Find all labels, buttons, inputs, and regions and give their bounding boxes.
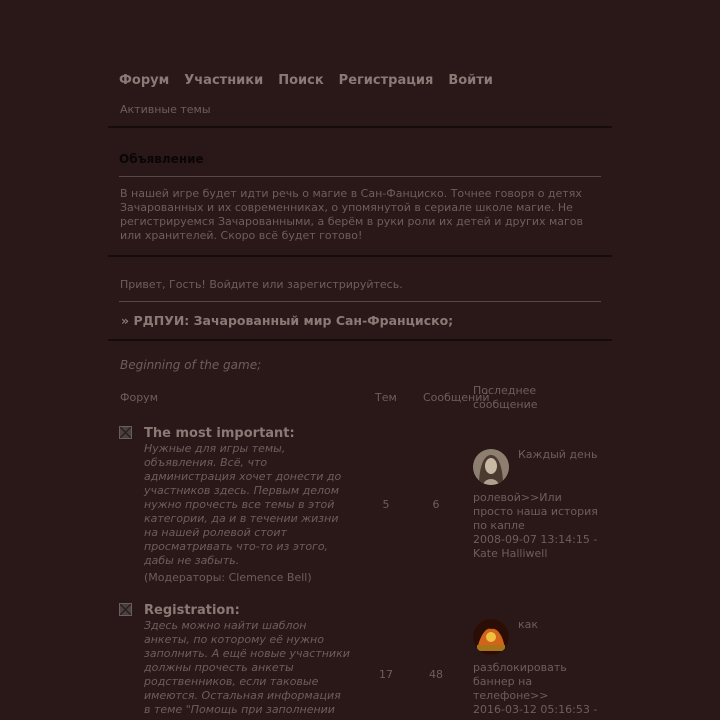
forum-description-line: Нужные для игры темы,: [144, 442, 286, 455]
forum-description-line: объявления. Всё, что: [144, 456, 268, 469]
column-header-last-post: [473, 384, 538, 412]
forum-description-line: дабы не забыть.: [144, 554, 240, 567]
nav-login-link[interactable]: Войти: [448, 73, 493, 88]
forum-description-line: имеются. Остальная информация: [144, 689, 341, 702]
forum-description-line: нужно прочесть все темы в этой: [144, 498, 335, 511]
forum-status-icon: [119, 603, 132, 616]
category-title: Beginning of the game;: [120, 358, 262, 372]
last-post-topic-line: разблокировать: [473, 661, 567, 674]
forum-description-line: категории, да и в течении жизни: [144, 512, 339, 525]
last-post-topic-link[interactable]: [473, 491, 603, 533]
forum-description-line: Здесь можно найти шаблон: [144, 619, 307, 632]
forum-posts-count: 48: [429, 668, 443, 681]
breadcrumb-board-link[interactable]: РДПУИ: Зачарованный мир Сан-Франциско;: [133, 313, 454, 328]
forum-description-line: должны прочесть анкеты: [144, 661, 294, 674]
announcement-text: В нашей игре будет идти речь о магие в Сан-Фанциско. Точнее говоря о детях Зачарованных и их современниках, о упомянутой в сериале школе магие. Не регистрируемся Зачарованными, а берём в руки роли их детей и других магов или хранителей. Скоро всё будет готово!: [120, 187, 584, 242]
forum-description-line: заполнить. А ещё новые участники: [144, 647, 350, 660]
announcement-title: Объявление: [119, 152, 204, 166]
forum-topics-count: 17: [379, 668, 393, 681]
last-post-author: Kate Halliwell: [473, 547, 548, 560]
moderator-link[interactable]: Clemence Bell: [228, 571, 308, 584]
forum-posts-count: 6: [432, 498, 440, 511]
column-header-last-post-line: сообщение: [473, 398, 538, 411]
last-post-avatar[interactable]: [473, 619, 509, 655]
guest-greeting: Привет, Гость! Войдите или зарегистрируйтесь.: [120, 278, 403, 291]
forum-moderators: [144, 571, 312, 584]
breadcrumb: [121, 313, 453, 328]
forum-title-link[interactable]: Registration:: [144, 603, 240, 618]
breadcrumb-prefix: »: [121, 313, 130, 328]
moderators-suffix: ): [307, 571, 312, 584]
last-post-topic-line: ролевой>>Или: [473, 491, 562, 504]
last-post-date: 2008-09-07 13:14:15 -: [473, 533, 598, 546]
active-topics-link[interactable]: Активные темы: [120, 103, 211, 116]
main-nav: [119, 73, 508, 88]
divider: [108, 255, 612, 257]
forum-description: [144, 442, 354, 568]
last-post-topic-link[interactable]: Каждый день: [518, 448, 598, 461]
divider: [108, 126, 612, 128]
last-post-info: [473, 491, 603, 561]
column-header-forum: Форум: [120, 391, 158, 404]
forum-description-line: просматривать что-то из этого,: [144, 540, 329, 553]
last-post-topic-line: баннер на: [473, 675, 533, 688]
nav-users-link[interactable]: Участники: [184, 73, 264, 88]
forum-description-line: анкеты, по которому её нужно: [144, 633, 324, 646]
forum-status-icon: [119, 426, 132, 439]
divider: [119, 176, 601, 177]
last-post-topic-link[interactable]: как: [518, 618, 539, 631]
last-post-topic-line: просто наша история: [473, 505, 598, 518]
nav-search-link[interactable]: Поиск: [278, 73, 324, 88]
last-post-avatar[interactable]: [473, 449, 509, 485]
last-post-info: [473, 661, 603, 717]
last-post-date: 2016-03-12 05:16:53 -: [473, 703, 598, 716]
column-header-posts: Сообщений: [423, 391, 490, 404]
forum-description-line: участников здесь. Первым делом: [144, 484, 340, 497]
forum-description: [144, 619, 354, 717]
last-post-topic-link[interactable]: [473, 661, 603, 703]
last-post-topic-line: по капле: [473, 519, 525, 532]
moderators-prefix: (Модераторы:: [144, 571, 229, 584]
nav-register-link[interactable]: Регистрация: [338, 73, 434, 88]
divider: [108, 339, 612, 341]
divider: [119, 301, 601, 302]
forum-description-line: родственников, если таковые: [144, 675, 319, 688]
forum-description-line: администрация хочет донести до: [144, 470, 342, 483]
column-header-last-post-line: Последнее: [473, 384, 537, 397]
nav-forum-link[interactable]: Форум: [119, 73, 170, 88]
forum-description-line: в теме "Помощь при заполнении: [144, 703, 335, 716]
forum-description-line: на нашей ролевой стоит: [144, 526, 287, 539]
last-post-topic-line: телефоне>>: [473, 689, 549, 702]
forum-title-link[interactable]: The most important:: [144, 426, 295, 441]
forum-topics-count: 5: [382, 498, 390, 511]
column-header-topics: Тем: [375, 391, 397, 404]
